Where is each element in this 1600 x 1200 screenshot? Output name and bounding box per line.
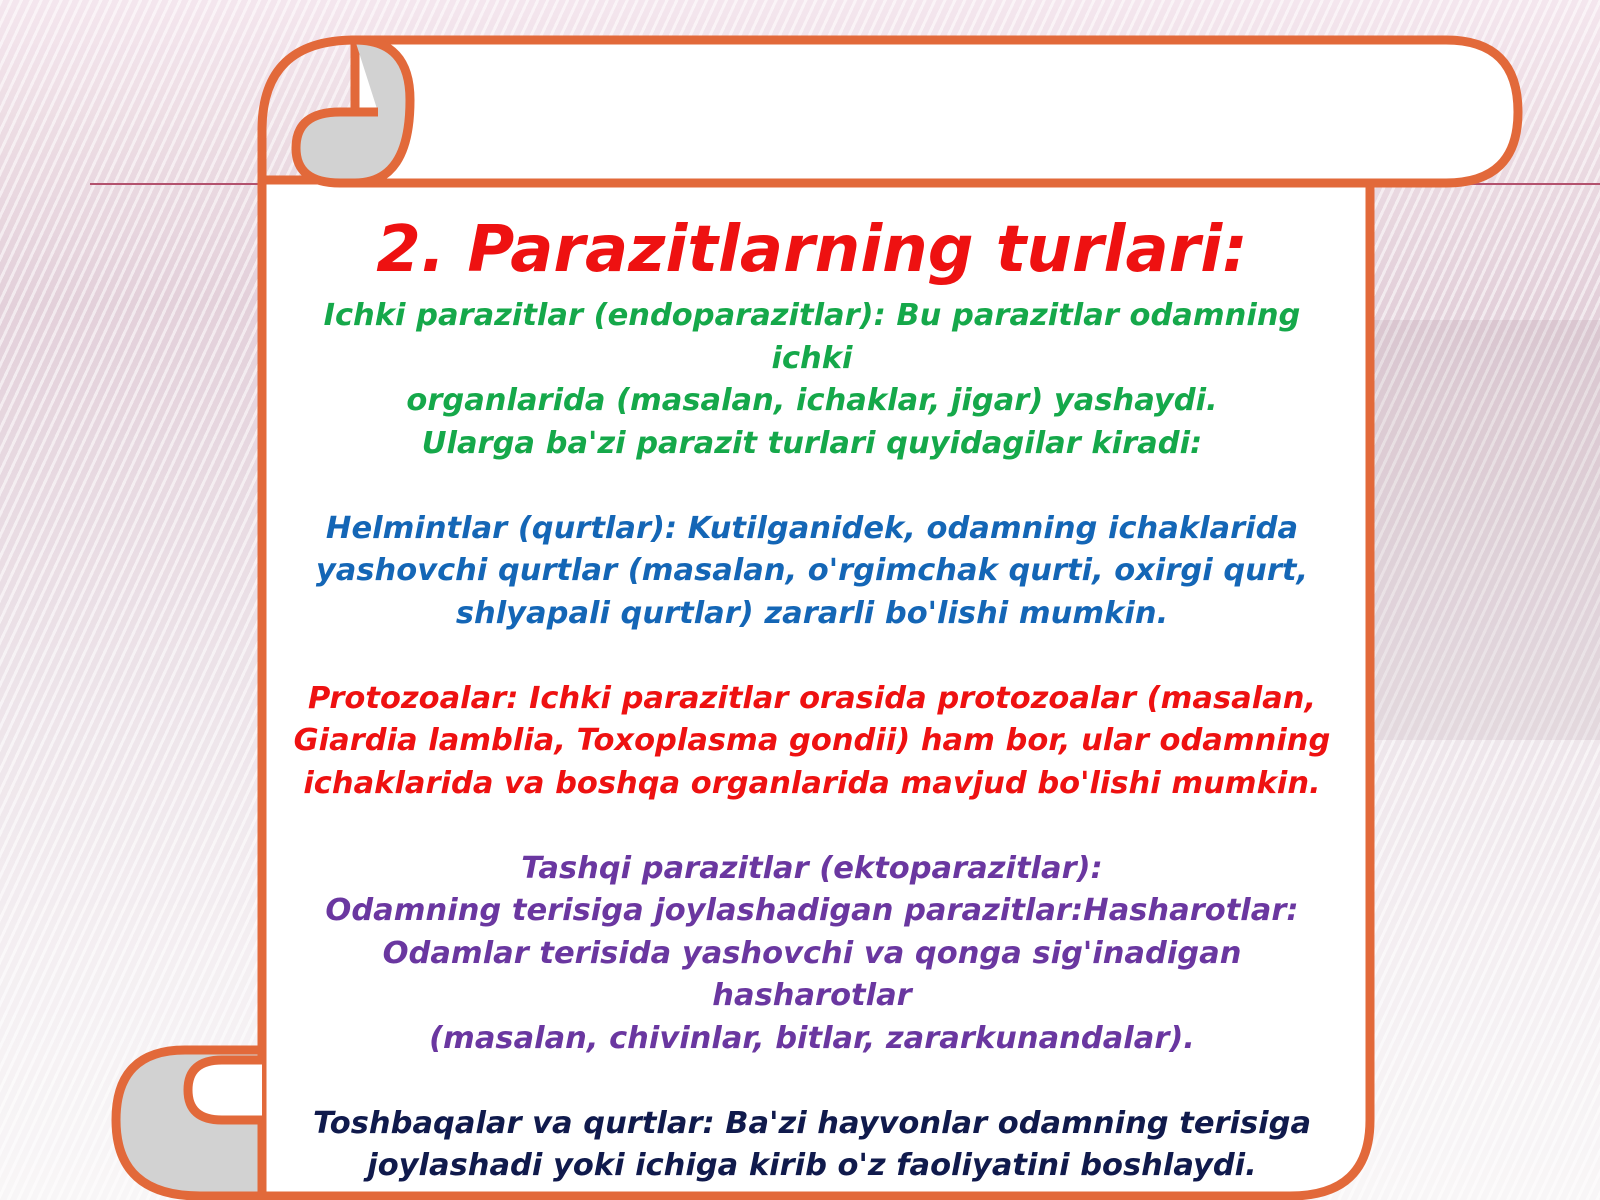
paragraph-protozoa <box>282 678 1342 806</box>
scroll-bottom-curl-inner <box>188 1060 262 1120</box>
paragraph-endoparasites <box>282 295 1342 465</box>
paragraph-helminths <box>282 508 1342 636</box>
text-line: Ularga ba'zi parazit turlari quyidagilar kiradi: <box>421 425 1203 461</box>
slide-content <box>282 205 1342 1188</box>
text-line: Tashqi parazitlar (ektoparazitlar): <box>521 850 1103 886</box>
text-line: (masalan, chivinlar, bitlar, zararkunandalar). <box>429 1020 1195 1056</box>
text-line: Odamning terisiga joylashadigan parazitlar:Hasharotlar: <box>325 893 1299 928</box>
text-line: ichaklarida va boshqa organlarida mavjud bo'lishi mumkin. <box>303 765 1321 801</box>
text-line: joylashadi yoki ichiga kirib o'z faoliyatini boshlaydi. <box>367 1148 1257 1183</box>
text-line: organlarida (masalan, ichaklar, jigar) yashaydi. <box>406 383 1218 418</box>
text-line: Ichki parazitlar (endoparazitlar): Bu parazitlar odamning ichki <box>323 298 1301 376</box>
paragraph-turtles-worms <box>282 1103 1342 1188</box>
paragraph-ectoparasites <box>282 848 1342 1061</box>
text-line: Giardia lamblia, Toxoplasma gondii) ham bor, ular odamning <box>293 723 1331 758</box>
text-line: Odamlar terisida yashovchi va qonga sig'inadigan hasharotlar <box>382 935 1242 1013</box>
text-line: Helmintlar (qurtlar): Kutilganidek, odamning ichaklarida <box>325 510 1299 546</box>
text-line: yashovchi qurtlar (masalan, o'rgimchak qurti, oxirgi qurt, <box>315 553 1309 588</box>
text-line: Protozoalar: Ichki parazitlar orasida protozoalar (masalan, <box>307 680 1317 716</box>
text-line: Toshbaqalar va qurtlar: Ba'zi hayvonlar odamning terisiga <box>312 1105 1312 1141</box>
scroll-top-roll <box>355 40 1518 183</box>
slide-title: 2. Parazitlarning turlari: <box>376 213 1248 287</box>
text-line: shlyapali qurtlar) zararli bo'lishi mumkin. <box>455 595 1169 631</box>
